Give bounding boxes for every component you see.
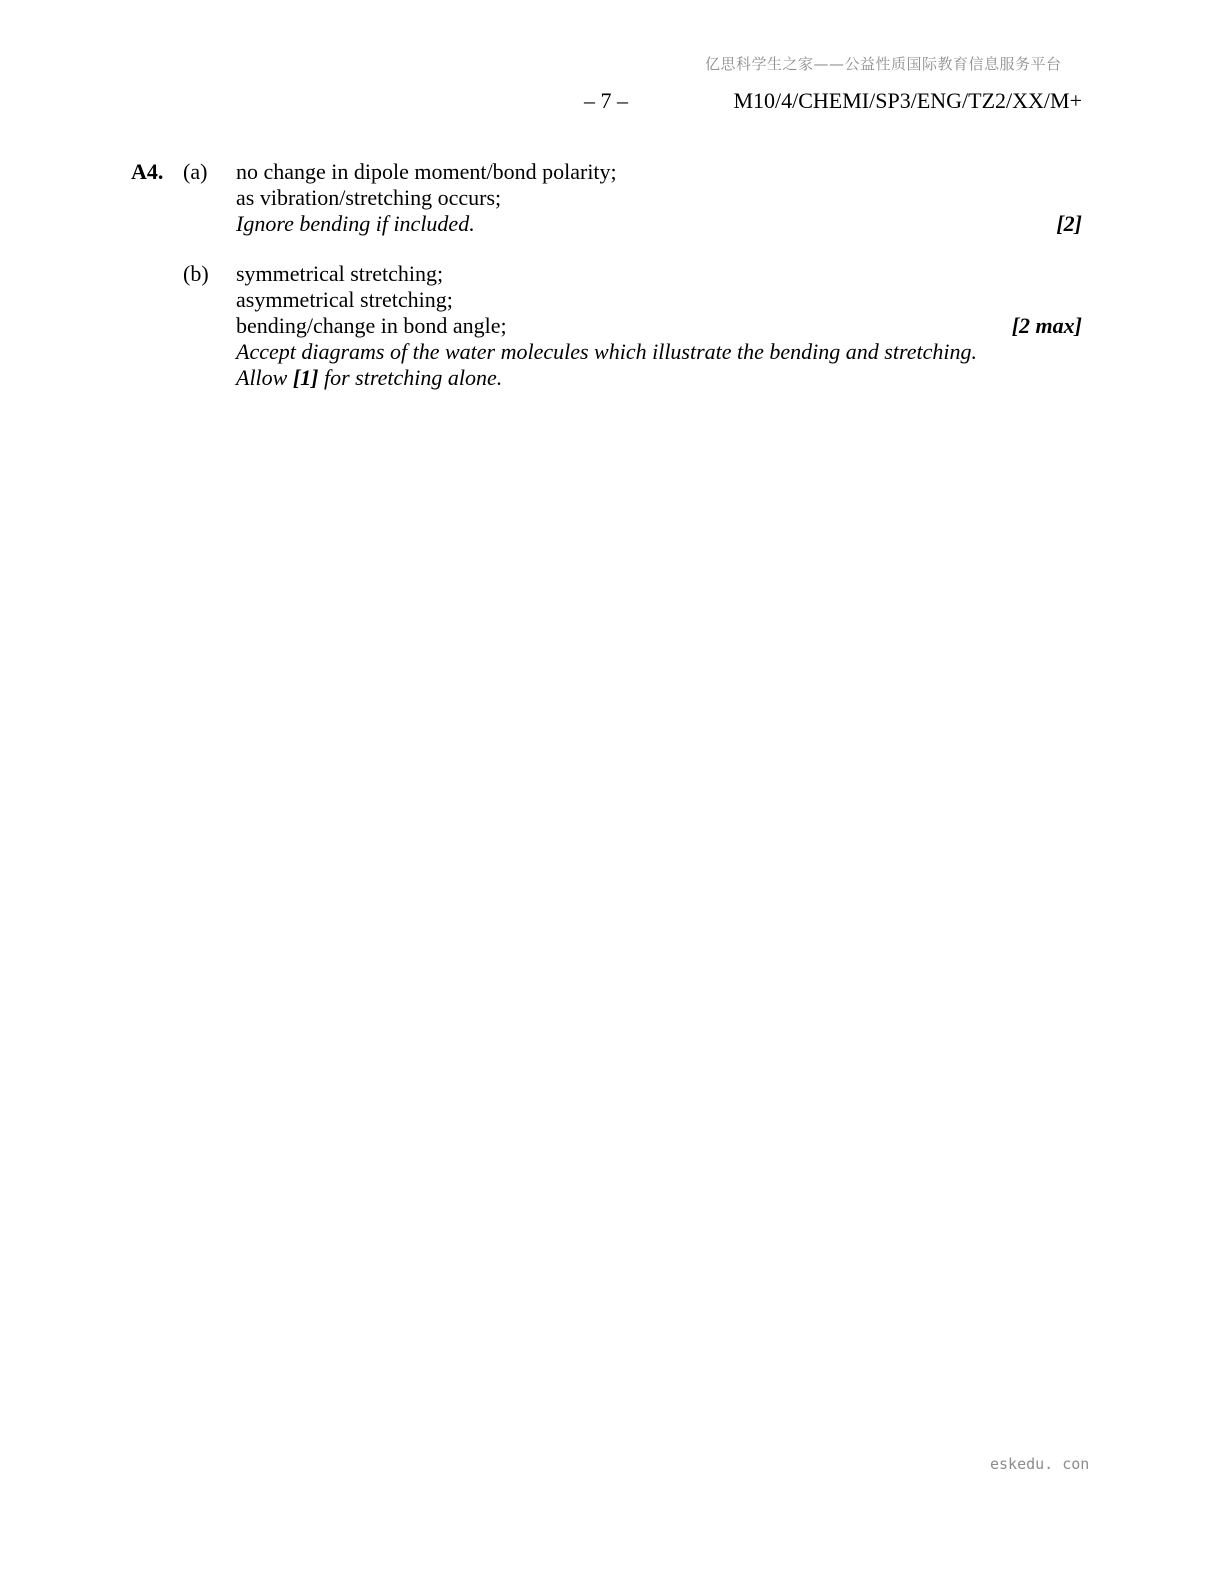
part-b-note-1: Accept diagrams of the water molecules which illustrate the bending and stretching.: [236, 339, 977, 364]
question-number: A4.: [131, 159, 164, 184]
part-a-marks: [2]: [1056, 211, 1082, 236]
part-a-line-2: as vibration/stretching occurs;: [236, 185, 502, 210]
footer-watermark: eskedu. con: [990, 1455, 1090, 1473]
part-b-note-2-mark: [1]: [292, 365, 319, 390]
part-b-note-2-prefix: Allow: [236, 365, 293, 390]
part-a-line-1: no change in dipole moment/bond polarity;: [236, 159, 617, 184]
part-b-marks: [2 max]: [1011, 313, 1082, 338]
part-a-label: (a): [183, 159, 208, 184]
header-watermark: 亿思科学生之家——公益性质国际教育信息服务平台: [705, 55, 1062, 73]
document-code: M10/4/CHEMI/SP3/ENG/TZ2/XX/M+: [733, 88, 1082, 113]
part-a-note: Ignore bending if included.: [236, 211, 475, 236]
part-b-note-2: [236, 365, 502, 391]
part-b-label: (b): [183, 261, 209, 286]
part-b-note-2-suffix: for stretching alone.: [318, 365, 503, 390]
part-b-line-2: asymmetrical stretching;: [236, 287, 453, 312]
part-b-line-1: symmetrical stretching;: [236, 261, 444, 286]
part-b-line-3: bending/change in bond angle;: [236, 313, 507, 338]
page-number: – 7 –: [584, 88, 628, 113]
